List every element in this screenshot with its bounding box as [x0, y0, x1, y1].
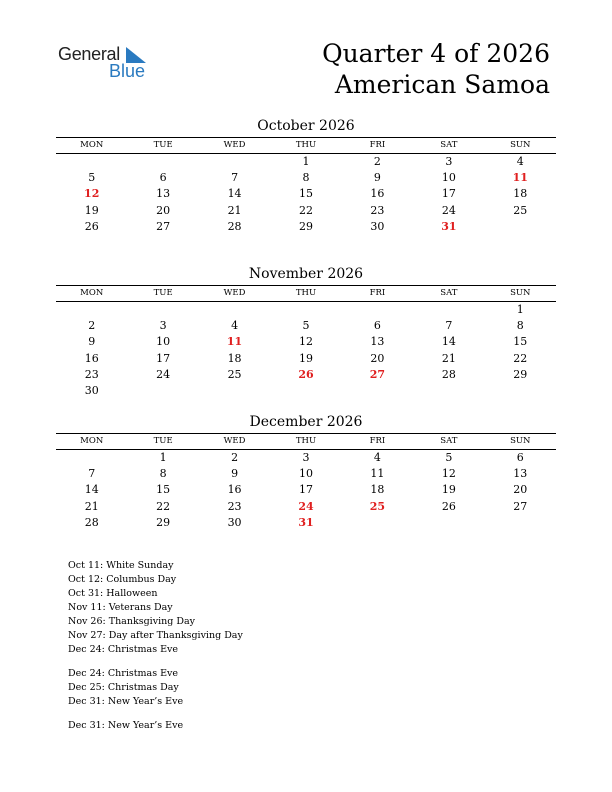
weekday-label: SAT — [440, 436, 458, 446]
day-cell: 14 — [441, 335, 456, 349]
day-cell: 18 — [227, 351, 242, 365]
day-cell: 10 — [298, 467, 313, 481]
day-cell: 20 — [513, 483, 528, 497]
day-cell: 21 — [84, 499, 99, 513]
logo-blue-text: Blue — [109, 61, 146, 81]
empty-cell — [127, 154, 198, 170]
weekday-label: TUE — [153, 140, 173, 150]
day-cell: 9 — [231, 467, 239, 481]
logo — [58, 44, 168, 84]
holiday-item: Nov 26: Thanksgiving Day — [68, 616, 195, 627]
day-cell: 7 — [88, 467, 96, 481]
day-cell: 5 — [445, 451, 453, 464]
weekday-label: SUN — [510, 140, 531, 150]
day-cell: 22 — [298, 203, 313, 217]
day-cell: 6 — [159, 171, 167, 185]
day-cell: 27 — [156, 219, 171, 233]
day-cell: 4 — [231, 319, 239, 333]
holiday-item: Dec 24: Christmas Eve — [68, 668, 179, 679]
empty-cell — [56, 154, 127, 170]
weekday-label: MON — [80, 436, 104, 446]
day-cell: 27 — [513, 499, 528, 513]
day-cell: 6 — [516, 451, 524, 464]
day-cell: 15 — [298, 187, 313, 201]
weekday-label: SAT — [440, 140, 458, 150]
day-cell: 14 — [84, 483, 99, 497]
day-cell: 2 — [88, 319, 96, 333]
day-cell: 24 — [156, 367, 171, 381]
weekday-label: WED — [223, 436, 246, 446]
day-cell: 28 — [227, 219, 242, 233]
day-cell: 6 — [373, 319, 381, 333]
weekday-label: WED — [223, 140, 246, 150]
weekday-header — [56, 433, 556, 450]
day-cell: 1 — [302, 155, 310, 168]
day-cell: 31 — [298, 515, 314, 529]
day-cell: 29 — [513, 367, 528, 381]
day-cell: 24 — [441, 203, 456, 217]
day-cell: 18 — [513, 187, 528, 201]
holiday-spacer — [68, 709, 243, 719]
day-cell: 8 — [302, 171, 310, 185]
day-cell: 29 — [298, 219, 313, 233]
day-cell: 3 — [302, 451, 310, 464]
weekday-label: MON — [80, 140, 104, 150]
day-cell: 30 — [84, 383, 99, 397]
day-cell: 25 — [513, 203, 528, 217]
day-cell: 5 — [302, 319, 310, 333]
weekday-label: WED — [223, 288, 246, 298]
day-cell: 8 — [516, 319, 524, 333]
day-cell: 27 — [369, 367, 386, 381]
day-cell: 11 — [226, 335, 243, 349]
day-cell: 23 — [227, 499, 242, 513]
day-cell: 22 — [156, 499, 171, 513]
day-cell: 30 — [370, 219, 385, 233]
day-cell: 20 — [156, 203, 171, 217]
weekday-label: FRI — [369, 436, 386, 446]
holiday-item: Oct 11: White Sunday — [68, 560, 174, 571]
empty-cell — [270, 302, 341, 318]
day-cell: 13 — [370, 335, 385, 349]
day-cell: 26 — [84, 219, 99, 233]
holiday-item: Dec 25: Christmas Day — [68, 682, 179, 693]
day-cell: 25 — [227, 367, 242, 381]
day-cell: 10 — [156, 335, 171, 349]
month-title: December 2026 — [249, 414, 363, 430]
day-grid — [56, 450, 556, 531]
title-region: American Samoa — [334, 70, 550, 99]
day-cell: 28 — [441, 367, 456, 381]
empty-cell — [199, 302, 270, 318]
day-cell: 29 — [156, 515, 171, 529]
day-cell: 1 — [159, 451, 167, 464]
day-cell: 23 — [370, 203, 385, 217]
weekday-label: SAT — [440, 288, 458, 298]
day-cell: 14 — [227, 187, 242, 201]
day-cell: 17 — [156, 351, 171, 365]
day-cell: 12 — [441, 467, 456, 481]
day-cell: 2 — [231, 451, 239, 464]
holiday-item: Nov 11: Veterans Day — [68, 602, 173, 613]
weekday-label: TUE — [153, 288, 173, 298]
day-cell: 22 — [513, 351, 528, 365]
day-grid — [56, 154, 556, 235]
day-cell: 19 — [441, 483, 456, 497]
month-title: November 2026 — [248, 266, 364, 282]
weekday-label: THU — [295, 288, 317, 298]
day-cell: 19 — [298, 351, 313, 365]
day-cell: 21 — [227, 203, 242, 217]
day-cell: 12 — [84, 187, 100, 201]
day-cell: 17 — [298, 483, 313, 497]
day-cell: 20 — [370, 351, 385, 365]
day-cell: 15 — [156, 483, 171, 497]
day-cell: 7 — [231, 171, 239, 185]
month-title: October 2026 — [257, 118, 355, 134]
day-cell: 5 — [88, 171, 96, 185]
day-cell: 4 — [516, 155, 524, 168]
weekday-label: TUE — [153, 436, 173, 446]
day-cell: 23 — [84, 367, 99, 381]
empty-cell — [56, 302, 127, 318]
day-cell: 26 — [441, 499, 456, 513]
title-quarter: Quarter 4 of 2026 — [322, 39, 550, 68]
weekday-label: SUN — [510, 288, 531, 298]
page-title — [322, 38, 550, 100]
day-cell: 3 — [159, 319, 167, 333]
day-cell: 11 — [512, 171, 528, 185]
weekday-header — [56, 285, 556, 302]
weekday-label: THU — [295, 140, 317, 150]
month-october — [56, 115, 556, 235]
day-cell: 30 — [227, 515, 242, 529]
weekday-label: THU — [295, 436, 317, 446]
day-cell: 1 — [516, 303, 524, 316]
day-cell: 17 — [441, 187, 456, 201]
holiday-item: Dec 24: Christmas Eve — [68, 644, 179, 655]
day-cell: 26 — [298, 367, 314, 381]
day-cell: 31 — [441, 219, 457, 233]
holiday-list — [68, 559, 243, 733]
day-cell: 10 — [441, 171, 456, 185]
holiday-item: Nov 27: Day after Thanksgiving Day — [68, 630, 243, 641]
holiday-item: Dec 31: New Year’s Eve — [68, 720, 184, 731]
day-grid — [56, 302, 556, 399]
day-cell: 28 — [84, 515, 99, 529]
holiday-spacer — [68, 657, 243, 667]
day-cell: 16 — [370, 187, 385, 201]
weekday-header — [56, 137, 556, 154]
day-cell: 18 — [370, 483, 385, 497]
day-cell: 12 — [298, 335, 313, 349]
day-cell: 13 — [156, 187, 171, 201]
day-cell: 19 — [84, 203, 99, 217]
empty-cell — [199, 154, 270, 170]
day-cell: 16 — [227, 483, 242, 497]
day-cell: 16 — [84, 351, 99, 365]
day-cell: 7 — [445, 319, 453, 333]
day-cell: 9 — [373, 171, 381, 185]
weekday-label: MON — [80, 288, 104, 298]
day-cell: 15 — [513, 335, 528, 349]
month-november — [56, 263, 556, 399]
day-cell: 8 — [159, 467, 167, 481]
day-cell: 2 — [373, 155, 381, 168]
day-cell: 24 — [298, 499, 314, 513]
weekday-label: FRI — [369, 140, 386, 150]
weekday-label: SUN — [510, 436, 531, 446]
holiday-item: Oct 31: Halloween — [68, 588, 158, 599]
day-cell: 25 — [369, 499, 386, 513]
holiday-item: Oct 12: Columbus Day — [68, 574, 177, 585]
day-cell: 11 — [370, 467, 385, 481]
day-cell: 9 — [88, 335, 96, 349]
day-cell: 21 — [441, 351, 456, 365]
holiday-item: Dec 31: New Year’s Eve — [68, 696, 184, 707]
empty-cell — [56, 450, 127, 466]
logo-general-text: General — [58, 44, 120, 64]
day-cell: 4 — [373, 451, 381, 464]
empty-cell — [413, 302, 484, 318]
day-cell: 3 — [445, 155, 453, 168]
month-december — [56, 411, 556, 531]
day-cell: 13 — [513, 467, 528, 481]
weekday-label: FRI — [369, 288, 386, 298]
empty-cell — [127, 302, 198, 318]
empty-cell — [342, 302, 413, 318]
